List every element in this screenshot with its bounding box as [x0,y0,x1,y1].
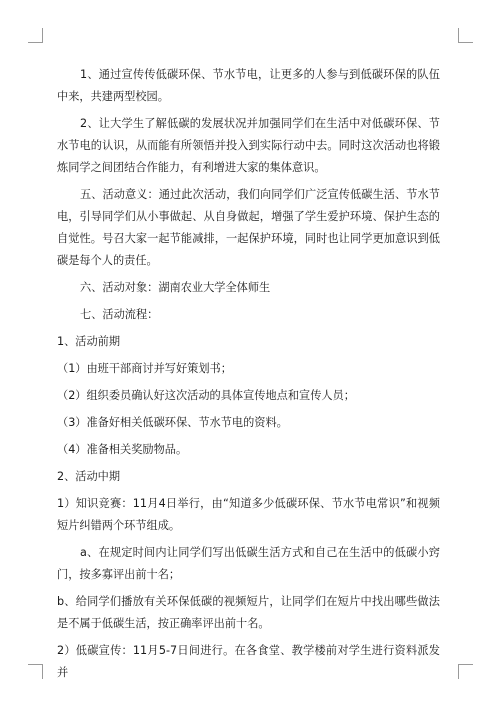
crop-mark-bottom-left [28,664,43,679]
paragraph: 六、活动对象：湖南农业大学全体师生 [80,281,271,294]
document-body [57,64,440,689]
paragraph: 2）低碳宣传：11月5-7日间进行。在各食堂、教学楼前对学生进行资料派发并 [57,644,440,679]
paragraph: 2、让大学生了解低碳的发展状况并加强同学们在生活中对低碳环保、节水节电的认识，从而能有所领悟并投入到实际行动中去。同时这次活动也将锻炼同学之间团结合作能力，有利增进大家的集体意识。 [57,117,440,174]
paragraph: 五、活动意义：通过此次活动，我们向同学们广泛宣传低碳生活、节水节电，引导同学们从小事做起、从自身做起，增强了学生爱护环境、保护生态的自觉性。号召大家一起节能减排，一起保护环境，同时也让同学更加意识到低碳是每个人的责任。 [57,188,440,267]
paragraph: b、给同学们播放有关环保低碳的视频短片，让同学们在短片中找出哪些做法是不属于低碳生活，按正确率评出前十名。 [57,595,440,630]
paragraph: 1、通过宣传传低碳环保、节水节电，让更多的人参与到低碳环保的队伍中来，共建两型校园。 [57,68,440,103]
paragraph: （1）由班干部商讨并写好策划书； [57,362,232,375]
paragraph: a、在规定时间内让同学们写出低碳生活方式和自己在生活中的低碳小窍门，按多寡评出前十名； [57,546,440,581]
paragraph: 2、活动中期 [57,470,121,483]
paragraph: （4）准备相关奖励物品。 [57,443,188,456]
crop-mark-top-right [458,28,473,43]
crop-mark-bottom-right [458,664,473,679]
paragraph: （2）组织委员确认好这次活动的具体宣传地点和宣传人员； [57,389,355,402]
paragraph: 1）知识竞赛：11月4日举行，由“知道多少低碳环保、节水节电常识”和视频短片纠错两个环节组成。 [57,497,440,532]
paragraph: （3）准备好相关低碳环保、节水节电的资料。 [57,416,288,429]
crop-mark-top-left [28,28,43,43]
paragraph: 七、活动流程： [80,308,159,321]
paragraph: 1、活动前期 [57,335,121,348]
